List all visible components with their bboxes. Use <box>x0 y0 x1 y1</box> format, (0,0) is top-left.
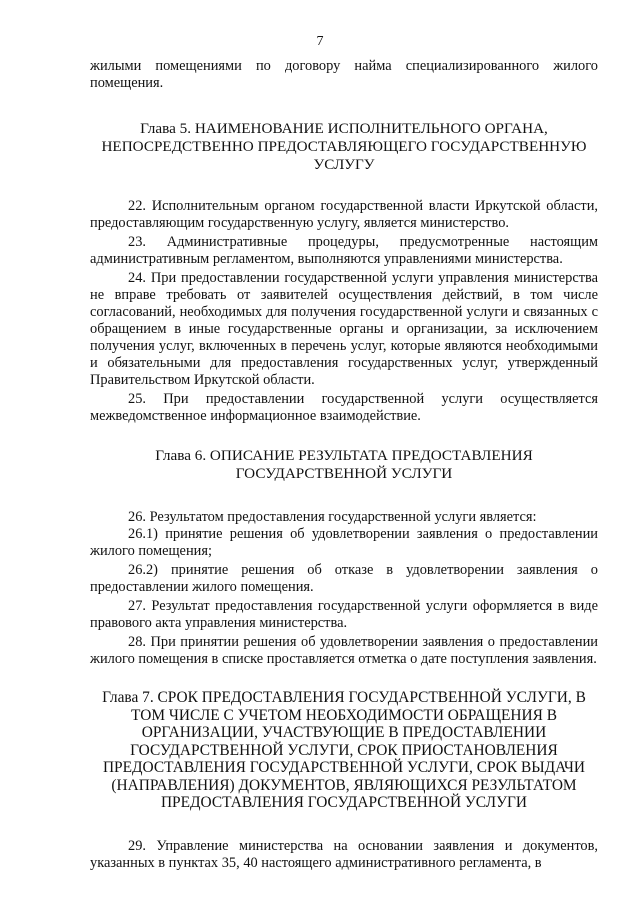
paragraph-28: 28. При принятии решения об удовлетворении заявления о предоставлении жилого помещения в списке проставляется отметка о дате поступления заявления. <box>90 634 598 667</box>
page-number: 7 <box>316 34 324 49</box>
paragraph-26-2: 26.2) принятие решения об отказе в удовлетворении заявления о предоставлении жилого помещения. <box>90 562 598 595</box>
paragraph-22: 22. Исполнительным органом государственной власти Иркутской области, предоставляющим государственную услугу, является министерство. <box>90 198 598 231</box>
paragraph-29: 29. Управление министерства на основании заявления и документов, указанных в пунктах 35, 40 настоящего административного регламента, в <box>90 837 598 871</box>
paragraph-continuation: жилыми помещениями по договору найма специализированного жилого помещения. <box>90 58 598 91</box>
paragraph-27: 27. Результат предоставления государственной услуги оформляется в виде правового акта управления министерства. <box>90 598 598 631</box>
paragraph-25: 25. При предоставлении государственной услуги осуществляется межведомственное информационное взаимодействие. <box>90 391 598 424</box>
paragraph-24: 24. При предоставлении государственной услуги управления министерства не вправе требовать от заявителей осуществления действий, в том числе согласований, необходимых для получения государственной услуги и связанных с обращением в иные государственные органы и организации, за исключением получения услуг, включенных в перечень услуг, которые являются необходимыми и обязательными для предоставления государственных услуг, утвержденный Правительством Иркутской области. <box>90 270 598 388</box>
paragraph-23: 23. Административные процедуры, предусмотренные настоящим административным регламентом, выполняются управлениями министерства. <box>90 234 598 267</box>
chapter-6-heading: Глава 6. ОПИСАНИЕ РЕЗУЛЬТАТА ПРЕДОСТАВЛЕНИЯ ГОСУДАРСТВЕННОЙ УСЛУГИ <box>155 447 533 482</box>
paragraph-26: 26. Результатом предоставления государственной услуги является: <box>128 509 537 525</box>
chapter-5-heading: Глава 5. НАИМЕНОВАНИЕ ИСПОЛНИТЕЛЬНОГО ОРГАНА, НЕПОСРЕДСТВЕННО ПРЕДОСТАВЛЯЮЩЕГО ГОСУДАРСТВЕННУЮ УСЛУГУ <box>101 120 587 173</box>
paragraph-26-1: 26.1) принятие решения об удовлетворении заявления о предоставлении жилого помещения; <box>90 526 598 559</box>
document-body <box>90 58 598 872</box>
chapter-7-heading: Глава 7. СРОК ПРЕДОСТАВЛЕНИЯ ГОСУДАРСТВЕННОЙ УСЛУГИ, В ТОМ ЧИСЛЕ С УЧЕТОМ НЕОБХОДИМОСТИ ОБРАЩЕНИЯ В ОРГАНИЗАЦИИ, УЧАСТВУЮЩИЕ В ПРЕДОСТАВЛЕНИИ ГОСУДАРСТВЕННОЙ УСЛУГИ, СРОК ПРИОСТАНОВЛЕНИЯ ПРЕДОСТАВЛЕНИЯ ГОСУДАРСТВЕННОЙ УСЛУГИ, СРОК ВЫДАЧИ (НАПРАВЛЕНИЯ) ДОКУМЕНТОВ, ЯВЛЯЮЩИХСЯ РЕЗУЛЬТАТОМ ПРЕДОСТАВЛЕНИЯ ГОСУДАРСТВЕННОЙ УСЛУГИ <box>102 689 586 811</box>
